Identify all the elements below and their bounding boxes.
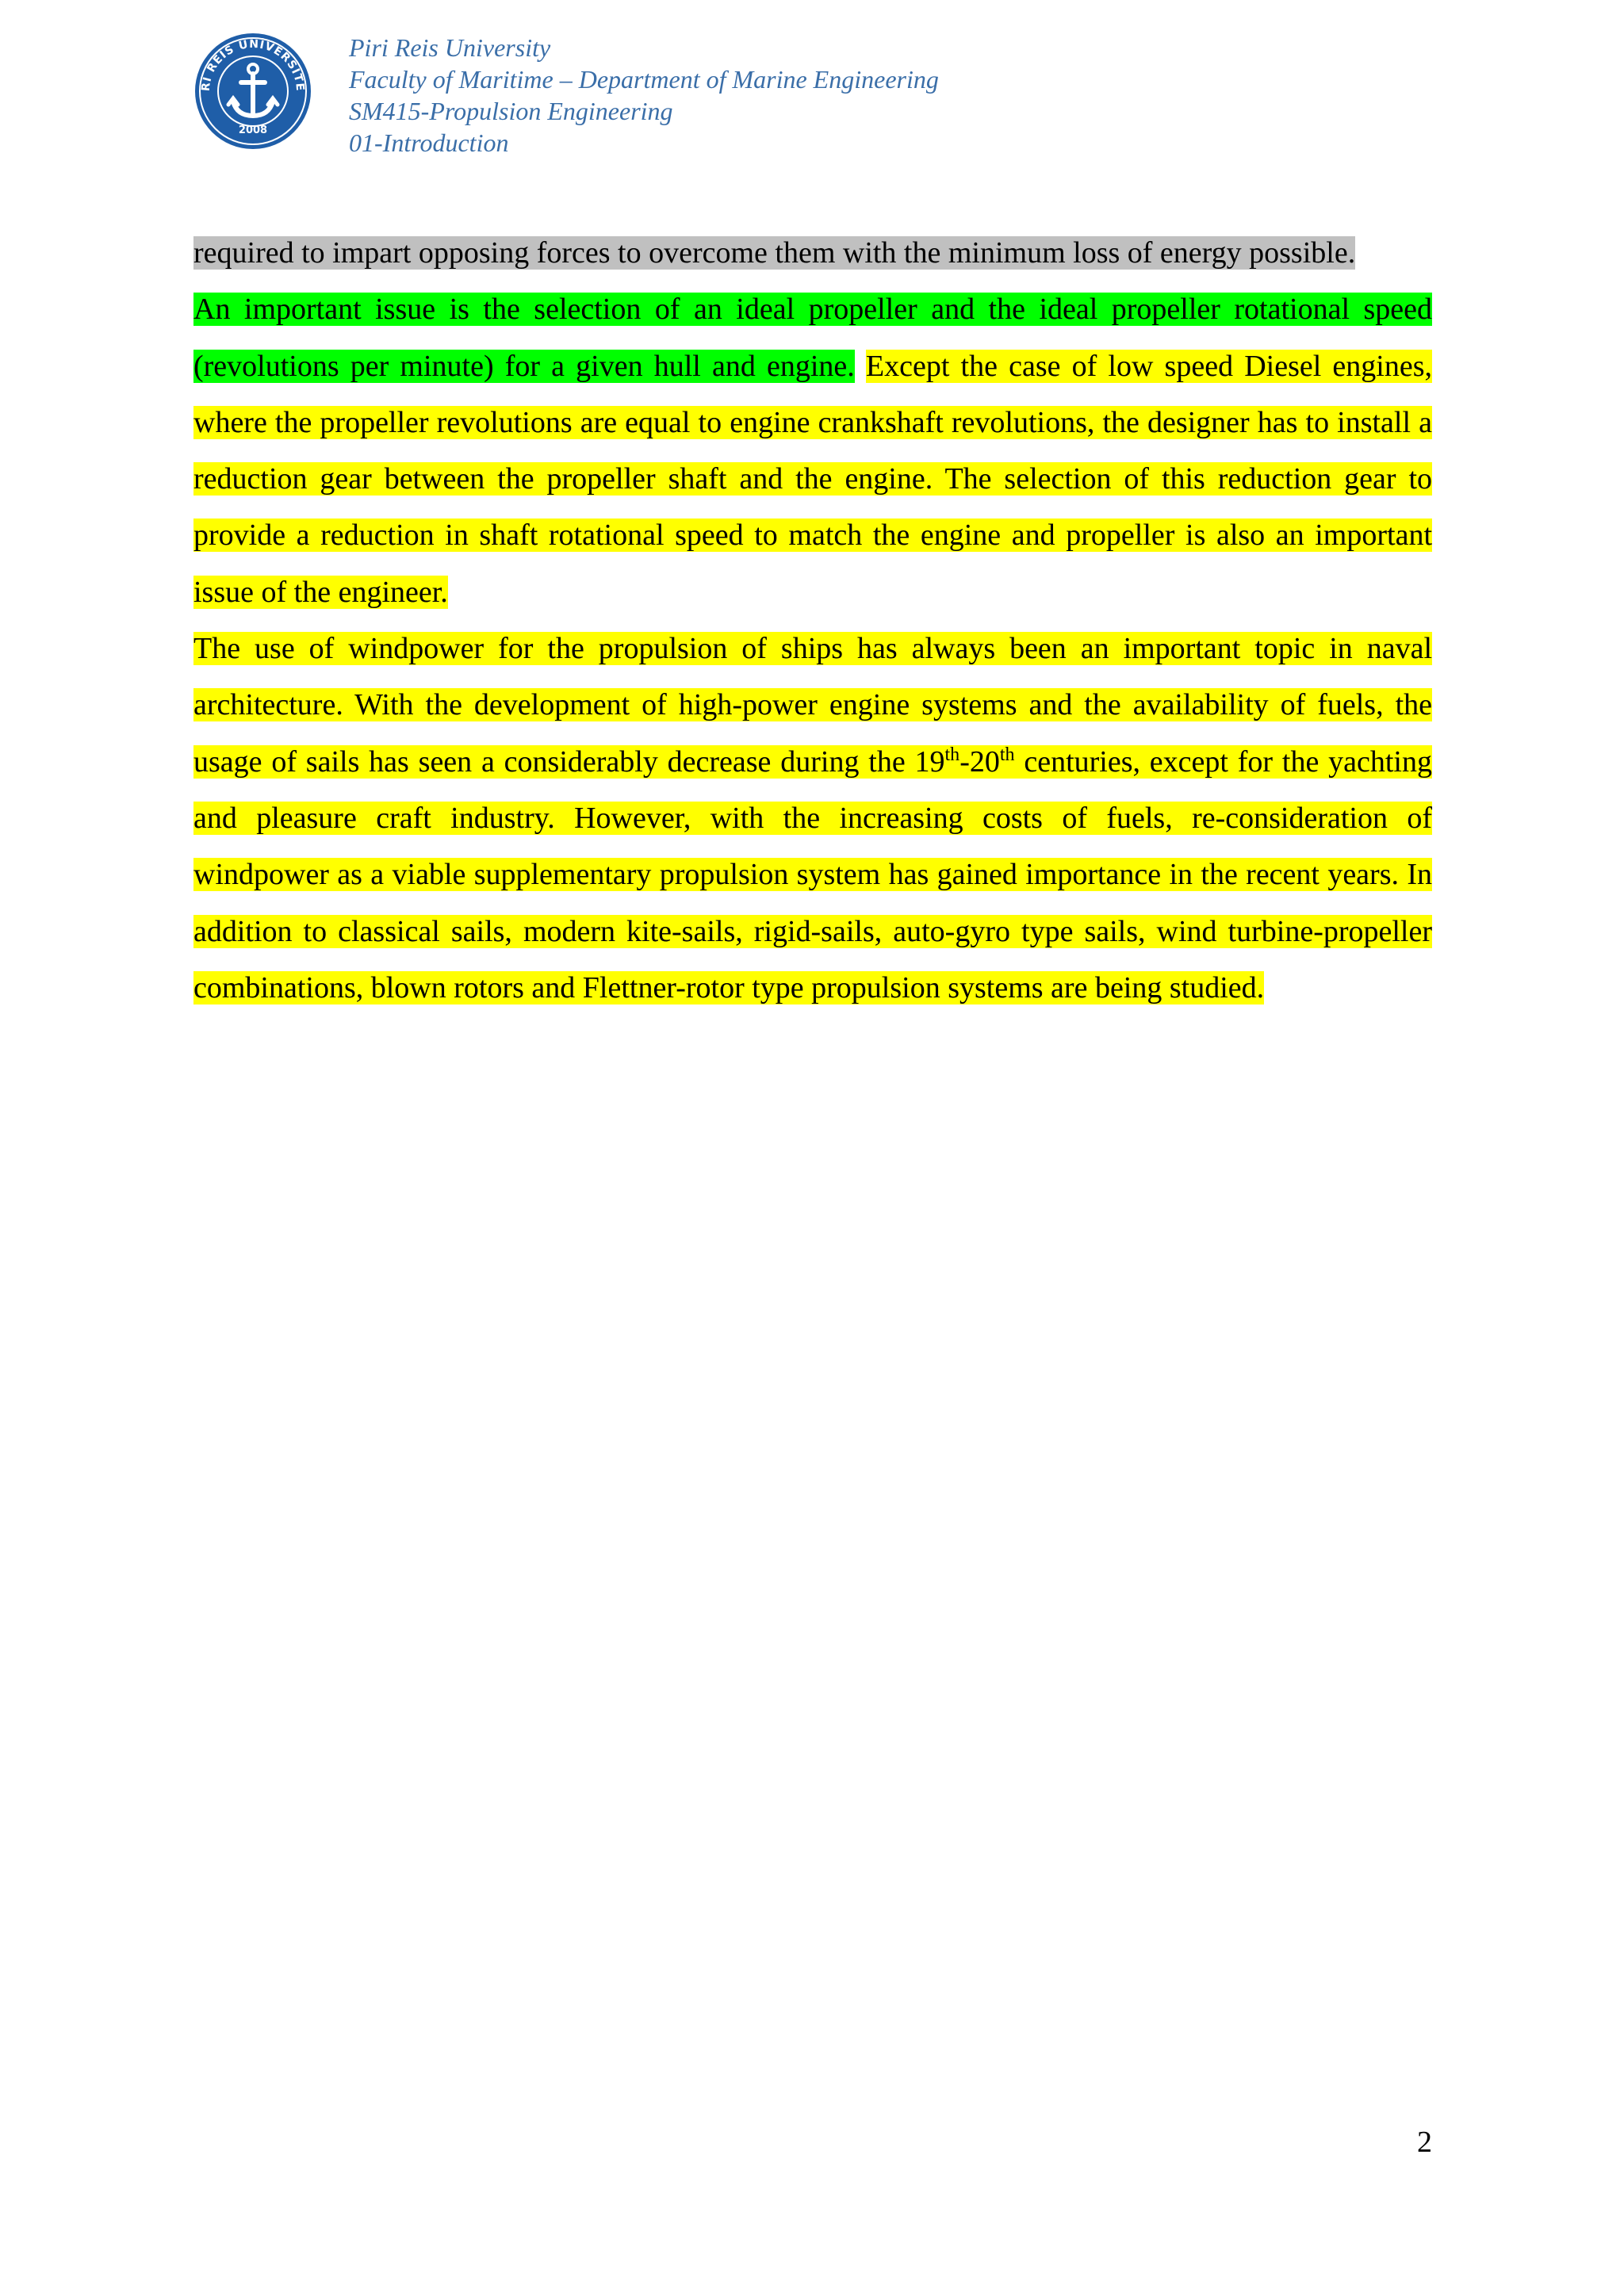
paragraph-3-part-b: -20 <box>959 744 1000 779</box>
page-header <box>193 32 1462 166</box>
university-seal <box>193 32 312 151</box>
paragraph-3-part-c: centuries, except for the yachting and pleasure craft industry. However, with the increasing costs of fuels, re-consideration of windpower as a viable supplementary propulsion system has gained importance in the recent years. In addition to classical sails, modern kite-sails, rigid-sails, auto-gyro type sails, wind turbine-propeller combinations, blown rotors and Flettner-rotor type propulsion systems are being studied. <box>193 744 1432 1004</box>
course-name: SM415-Propulsion Engineering <box>349 97 673 125</box>
header-text-block <box>349 32 939 159</box>
university-name: Piri Reis University <box>349 33 551 62</box>
highlighted-text-yellow-3a <box>193 632 1432 1004</box>
paragraph-3 <box>193 621 1432 1016</box>
university-logo <box>193 32 312 151</box>
superscript-th-1: th <box>944 744 960 765</box>
document-body <box>193 225 1432 1016</box>
faculty-name: Faculty of Maritime – Department of Marine Engineering <box>349 65 939 94</box>
superscript-th-2: th <box>999 744 1015 765</box>
highlighted-text-green: An important issue is the selection of an ideal propeller and the ideal propeller rotational speed (revolutions per minute) for a given hull and engine. <box>193 293 1432 383</box>
highlighted-text-yellow: Except the case of low speed Diesel engines, where the propeller revolutions are equal to engine crankshaft revolutions, the designer has to install a reduction gear between the propeller shaft and the engine. The selection of this reduction gear to provide a reduction in shaft rotational speed to match the engine and propeller is also an important issue of the engineer. <box>193 349 1432 609</box>
paragraph-1 <box>193 225 1432 281</box>
page-number: 2 <box>1417 2126 1432 2159</box>
svg-text:PİRİ REİS ÜNİVERSİTESİ: Rİ REİS ÜNİVERSİTE <box>199 37 307 92</box>
paragraph-2 <box>193 281 1432 621</box>
svg-text:2008: 2008 <box>238 124 268 136</box>
highlighted-text-gray: required to impart opposing forces to overcome them with the minimum loss of energy possible. <box>193 236 1356 270</box>
paragraph-3-part-a: The use of windpower for the propulsion of ships has always been an important topic in naval architecture. With the development of high-power engine systems and the availability of fuels, the usage of sails has seen a considerably decrease during the 19 <box>193 632 1432 779</box>
chapter-name: 01-Introduction <box>349 128 509 157</box>
